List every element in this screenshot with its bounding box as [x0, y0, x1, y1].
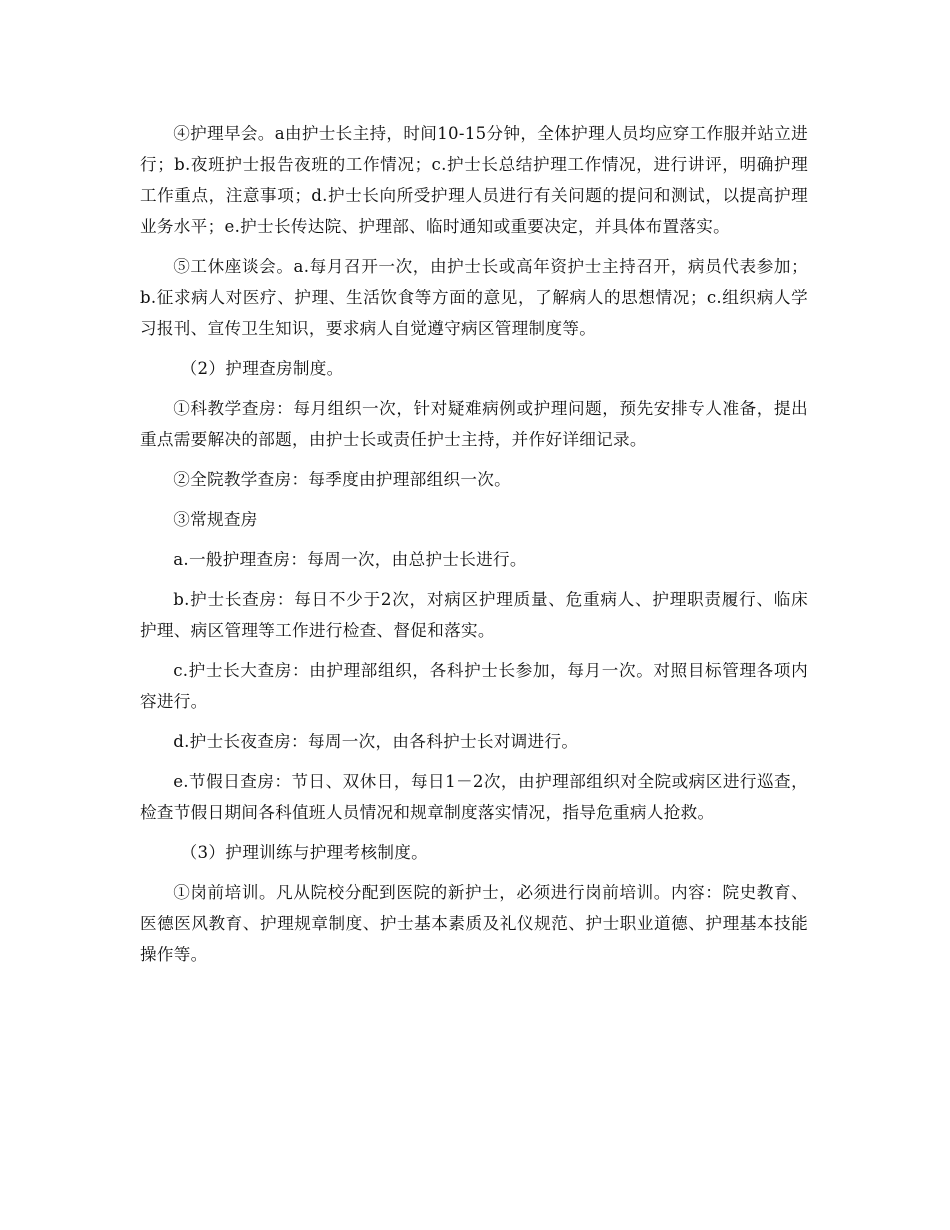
paragraph-pre-job-training: ①岗前培训。凡从院校分配到医院的新护士，必须进行岗前培训。内容：院史教育、医德医风教育、护理规章制度、护士基本素质及礼仪规范、护士职业道德、护理基本技能操作等。: [140, 883, 808, 964]
heading-ward-round-system: （2）护理查房制度。: [180, 359, 344, 378]
document-page: [140, 118, 808, 979]
paragraph-routine-round: ③常规查房: [173, 510, 258, 529]
paragraph-hospital-teaching-round: ②全院教学查房：每季度由护理部组织一次。: [173, 470, 512, 489]
paragraph-general-round: a.一般护理查房：每周一次，由总护士长进行。: [173, 550, 527, 569]
paragraph-holiday-round: e.节假日查房：节日、双休日，每日1－2次，由护理部组织对全院或病区进行巡查，检查节假日期间各科值班人员情况和规章制度落实情况，指导危重病人抢救。: [140, 772, 808, 822]
paragraph-head-nurse-round: b.护士长查房：每日不少于2次，对病区护理质量、危重病人、护理职责履行、临床护理、病区管理等工作进行检查、督促和落实。: [140, 590, 808, 640]
paragraph-head-nurse-big-round: c.护士长大查房：由护理部组织，各科护士长参加，每月一次。对照目标管理各项内容进行。: [140, 661, 808, 711]
paragraph-morning-meeting: ④护理早会。a由护士长主持，时间10-15分钟，全体护理人员均应穿工作服并站立进行；b.夜班护士报告夜班的工作情况；c.护士长总结护理工作情况，进行讲评，明确护理工作重点，注意事项；d.护士长向所受护理人员进行有关问题的提问和测试，以提高护理业务水平；e.护士长传达院、护理部、临时通知或重要决定，并具体布置落实。: [140, 124, 808, 236]
paragraph-patient-forum: ⑤工休座谈会。a.每月召开一次，由护士长或高年资护士主持召开，病员代表参加；b.征求病人对医疗、护理、生活饮食等方面的意见，了解病人的思想情况；c.组织病人学习报刊、宣传卫生知识，要求病人自觉遵守病区管理制度等。: [140, 257, 808, 338]
heading-training-assessment: （3）护理训练与护理考核制度。: [180, 843, 429, 862]
paragraph-head-nurse-night-round: d.护士长夜查房：每周一次，由各科护士长对调进行。: [173, 732, 579, 751]
paragraph-dept-teaching-round: ①科教学查房：每月组织一次，针对疑难病例或护理问题，预先安排专人准备，提出重点需要解决的部题，由护士长或责任护士主持，并作好详细记录。: [140, 399, 808, 449]
